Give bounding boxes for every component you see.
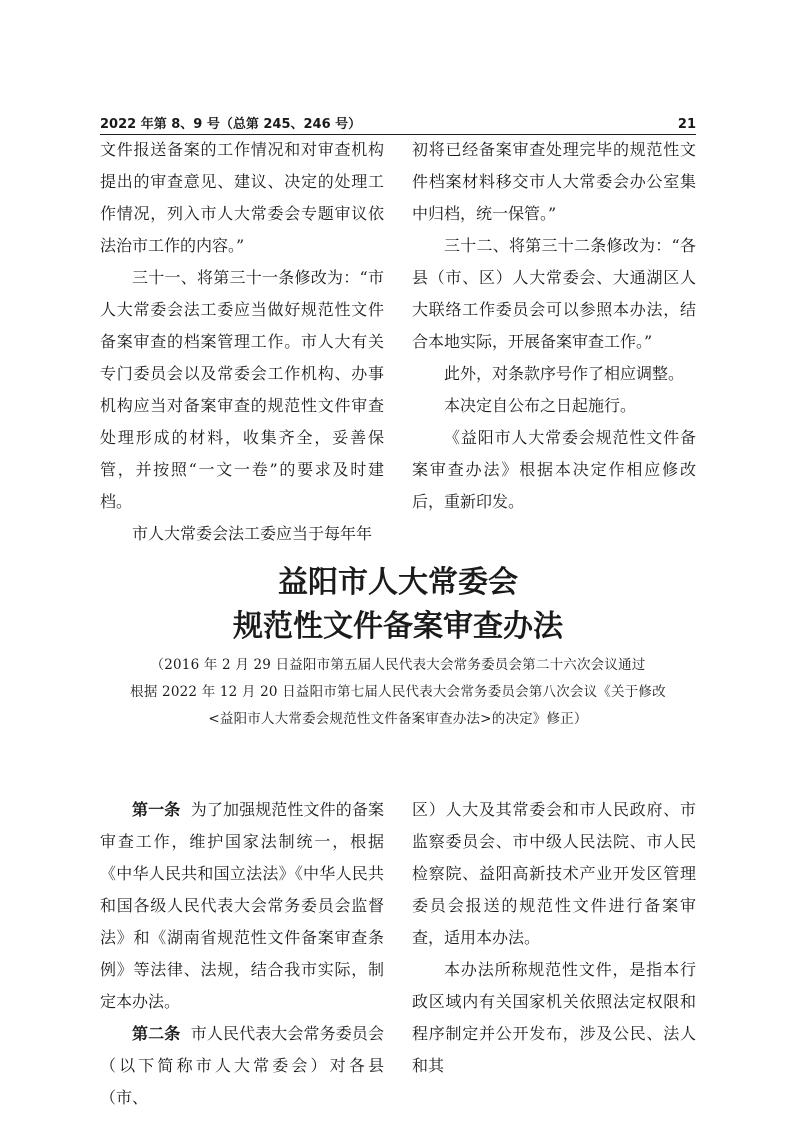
paragraph: 文件报送备案的工作情况和对审查机构提出的审查意见、建议、决定的处理工作情况，列入市人大常委会专题审议依法治市工作的内容。”	[100, 140, 384, 255]
issue-info: 2022 年第 8、9 号（总第 245、246 号）	[100, 117, 362, 132]
document-subtitle	[90, 652, 706, 733]
paragraph: 初将已经备案审查处理完毕的规范性文件档案材料移交市人大常委会办公室集中归档，统一保管。”	[412, 140, 696, 223]
top-left-column	[100, 134, 384, 550]
page-number: 21	[677, 117, 696, 132]
paragraph: 《益阳市人大常委会规范性文件备案审查办法》根据本决定作相应修改后，重新印发。	[412, 428, 696, 511]
subtitle-line: （2016 年 2 月 29 日益阳市第五届人民代表大会常务委员会第二十六次会议通过	[150, 657, 646, 673]
paragraph: 此外，对条款序号作了相应调整。	[444, 364, 685, 383]
document-title-line2: 规范性文件备案审查办法	[233, 609, 563, 644]
article-1-text: 为了加强规范性文件的备案审查工作，维护国家法制统一，根据《中华人民共和国立法法》《中华人民共和国各级人民代表大会常务委员会监督法》和《湖南省规范性文件备案审查条例》等法律、法规，结合我市实际，制定本办法。	[100, 800, 384, 1011]
bottom-right-column	[412, 794, 696, 1082]
article-2-text: 市人民代表大会常务委员会（以下简称市人大常委会）对各县（市、	[100, 1024, 384, 1107]
document-title-line1: 益阳市人大常委会	[278, 565, 518, 600]
paragraph: 市人大常委会法工委应当于每年年	[132, 524, 373, 543]
page-header	[100, 116, 696, 135]
article-1	[100, 794, 384, 1018]
article-1-label: 第一条	[132, 800, 181, 819]
paragraph: 三十一、将第三十一条修改为：“市人大常委会法工委应当做好规范性文件备案审查的档案管理工作。市人大有关专门委员会以及常委会工作机构、办事机构应当对备案审查的规范性文件审查处理形成的材料，收集齐全，妥善保管，并按照“一文一卷”的要求及时建档。	[100, 268, 384, 511]
subtitle-line: <益阳市人大常委会规范性文件备案审查办法>的决定》修正）	[208, 711, 588, 727]
paragraph: 区）人大及其常委会和市人民政府、市监察委员会、市中级人民法院、市人民检察院、益阳高新技术产业开发区管理委员会报送的规范性文件进行备案审查，适用本办法。	[412, 800, 696, 947]
article-2-label: 第二条	[132, 1024, 181, 1043]
subtitle-line: 根据 2022 年 12 月 20 日益阳市第七届人民代表大会常务委员会第八次会议《关于修改	[130, 684, 666, 700]
paragraph: 本决定自公布之日起施行。	[444, 396, 637, 415]
top-right-column	[412, 134, 696, 518]
paragraph: 本办法所称规范性文件，是指本行政区域内有关国家机关依照法定权限和程序制定并公开发布，涉及公民、法人和其	[412, 960, 696, 1075]
article-2	[100, 1018, 384, 1114]
bottom-left-column	[100, 794, 384, 1114]
paragraph: 三十二、将第三十二条修改为：“各县（市、区）人大常委会、大通湖区人大联络工作委员会可以参照本办法，结合本地实际，开展备案审查工作。”	[412, 236, 696, 351]
